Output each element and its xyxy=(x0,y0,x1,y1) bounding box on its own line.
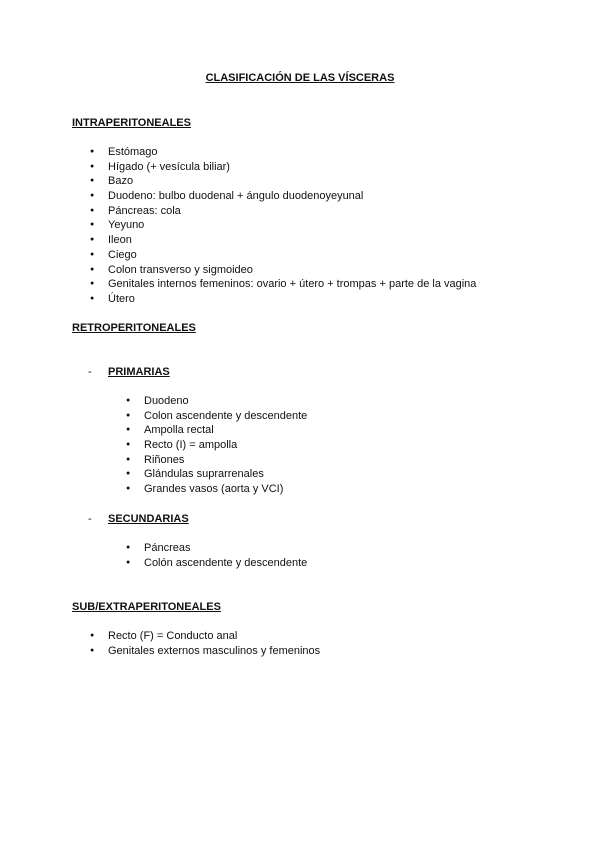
list-item: ● Colón ascendente y descendente xyxy=(126,556,307,571)
subheading-dash: - xyxy=(88,513,92,525)
subheading-dash: - xyxy=(88,366,92,378)
secundarias-list xyxy=(126,541,307,570)
subheading-secundarias xyxy=(88,513,189,525)
list-item: ● Útero xyxy=(90,292,476,307)
heading-subextraperitoneales: SUB/EXTRAPERITONEALES xyxy=(72,601,221,613)
list-item: ● Páncreas: cola xyxy=(90,204,476,219)
subheading-primarias xyxy=(88,366,170,378)
subheading-label: SECUNDARIAS xyxy=(108,513,189,525)
list-item: ● Recto (F) = Conducto anal xyxy=(90,629,320,644)
heading-retroperitoneales: RETROPERITONEALES xyxy=(72,322,196,334)
list-item: ● Ciego xyxy=(90,248,476,263)
list-item: ● Riñones xyxy=(126,453,307,468)
heading-intraperitoneales: INTRAPERITONEALES xyxy=(72,117,191,129)
page-title: CLASIFICACIÓN DE LAS VÍSCERAS xyxy=(205,72,395,84)
list-item: ● Estómago xyxy=(90,145,476,160)
list-item: ● Genitales internos femeninos: ovario + útero + trompas + parte de la vagina xyxy=(90,277,476,292)
list-item: ● Colon transverso y sigmoideo xyxy=(90,263,476,278)
list-item: ● Bazo xyxy=(90,174,476,189)
list-item: ● Hígado (+ vesícula biliar) xyxy=(90,160,476,175)
primarias-list xyxy=(126,394,307,497)
list-item: ● Grandes vasos (aorta y VCI) xyxy=(126,482,307,497)
list-item: ● Genitales externos masculinos y femeninos xyxy=(90,644,320,659)
list-item: ● Yeyuno xyxy=(90,218,476,233)
list-item: ● Duodeno: bulbo duodenal + ángulo duodenoyeyunal xyxy=(90,189,476,204)
subheading-label: PRIMARIAS xyxy=(108,366,170,378)
list-item: ● Recto (I) = ampolla xyxy=(126,438,307,453)
list-item: ● Ampolla rectal xyxy=(126,423,307,438)
list-item: ● Duodeno xyxy=(126,394,307,409)
intraperitoneales-list xyxy=(90,145,476,307)
list-item: ● Páncreas xyxy=(126,541,307,556)
list-item: ● Ileon xyxy=(90,233,476,248)
list-item: ● Glándulas suprarrenales xyxy=(126,467,307,482)
list-item: ● Colon ascendente y descendente xyxy=(126,409,307,424)
subextraperitoneales-list xyxy=(90,629,320,658)
